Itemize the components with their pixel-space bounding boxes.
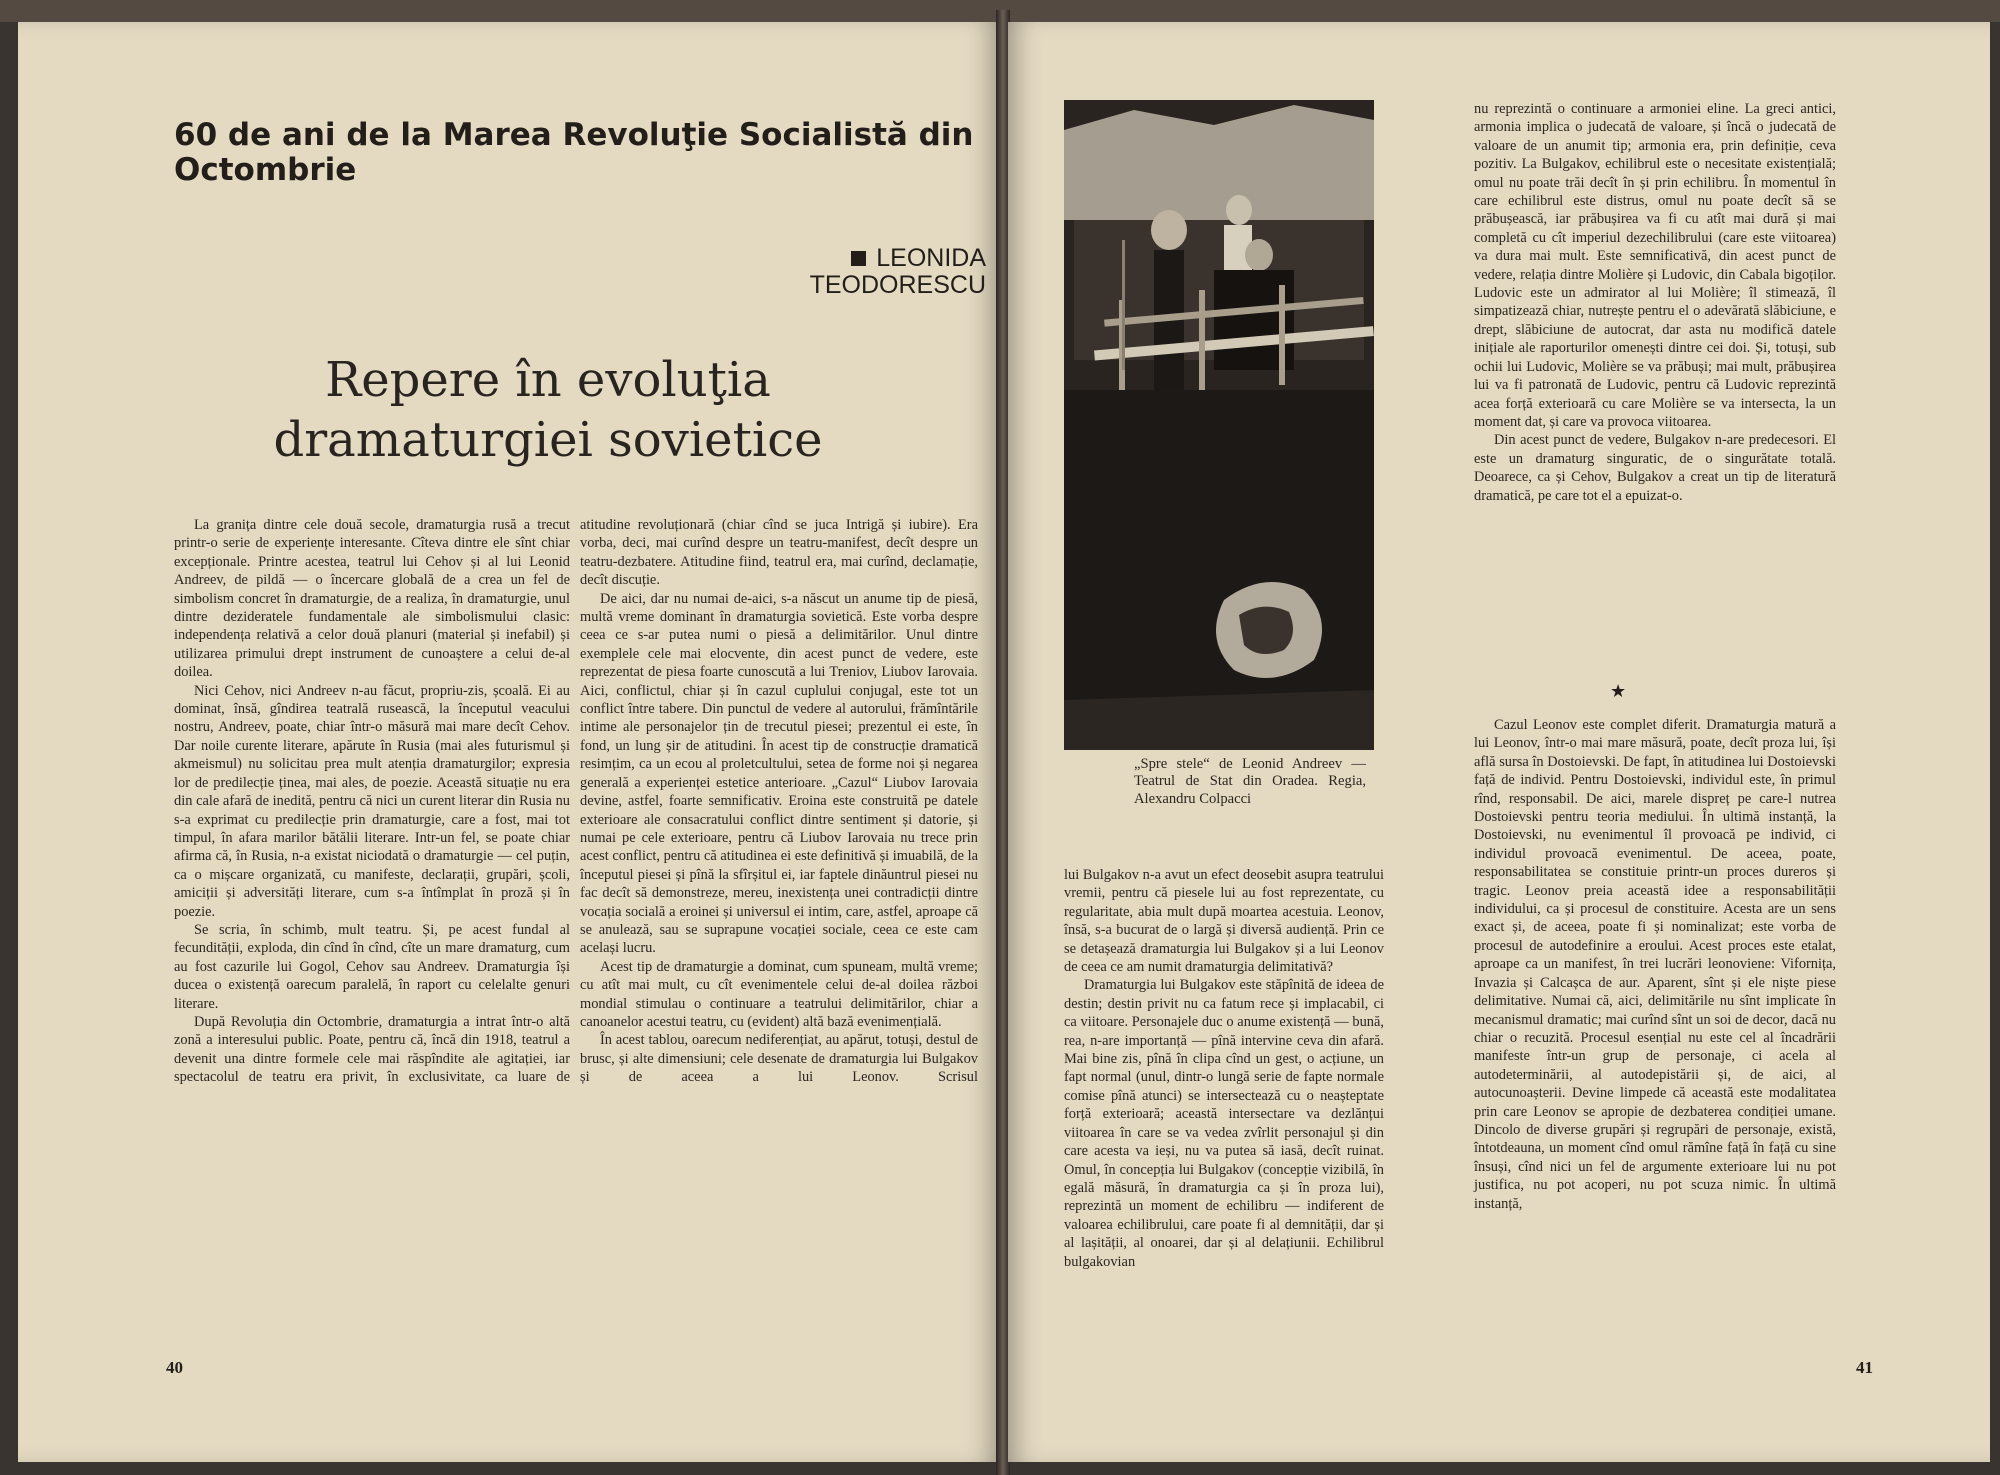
right-column-2-bottom (1474, 716, 1836, 1213)
paragraph: atitudine revoluționară (chiar cînd se juca Intrigă și iubire). Era vorba, deci, mai curînd despre un teatru-manifest, decît despre un teatru-dezbatere. Atitudine fiind, teatrul era, mai curînd, declamație, decît discuție. (580, 517, 978, 589)
paragraph: lui Bulgakov n-a avut un efect deosebit asupra teatrului vremii, pentru că piesele lui au fost reprezentate, cu regularitate, abia mult după moartea acestuia. Leonov, însă, s-a bucurat de o largă și diversă audiență. Prin ce se detașează dramaturgia lui Bulgakov și a lui Leonov de ceea ce am numit dramaturgia delimitativă? (1064, 867, 1384, 976)
theatre-photo (1064, 100, 1374, 750)
bullet-square-icon (851, 251, 866, 266)
paragraph: La granița dintre cele două secole, dramaturgia rusă a trecut printr-o serie de experiențe interesante. Cîteva dintre ele sînt chiar excepționale. Printre acestea, teatrul lui Cehov și al lui Leonid Andreev, de pildă — o încercare globală de a crea un fel de simbolism concret în dramaturgie, de a realiza, în dramaturgie, unul dintre dezideratele fundamentale ale simbolismului clasic: independența relativă a celor două planuri (material și inefabil) și utilizarea primului drept instrument de cunoaștere a celui de-al doilea. (174, 517, 570, 681)
section-separator-star-icon: ★ (1610, 681, 1627, 701)
headline-line-1: Repere în evoluţia (325, 352, 771, 408)
right-column-2-top (1474, 100, 1836, 505)
headline-line-2: dramaturgiei sovietice (273, 412, 823, 468)
paragraph: nu reprezintă o continuare a armoniei eline. La greci antici, armonia implica o judecată de valoare, și încă o judecată de valoare de un anumit tip; armonia era, prin definiție, ceva pozitiv. La Bulgakov, echilibrul este o necesitate existențială; omul nu poate trăi decît în și prin echilibru. În momentul în care echilibrul este distrus, omul nu poate decît să se prăbușească, iar prăbușirea va fi cu atît mai dură și mai completă cu cît imperiul dezechilibrului (care este viitoarea) va dura mai mult. Este semnificativă, din acest punct de vedere, relația dintre Molière și Ludovic, din Cabala bigoților. Ludovic este un admirator al lui Molière; îl stimează, îl simpatizează chiar, nutrește pentru el o adevărată slăbiciune, e drept, slăbiciune de autocrat, dar asta nu modifică datele inițiale ale raporturilor omenești dintre cei doi. Și, totuși, sub ochii lui Ludovic, Molière se va prăbuși; mai mult, prăbușirea lui va fi patronată de Ludovic, pentru că Ludovic reprezintă acea forță exterioară cu care Molière se va intersecta, la un moment dat, și care va provoca viitoarea. (1474, 101, 1836, 430)
paragraph: Cazul Leonov este complet diferit. Dramaturgia matură a lui Leonov, într-o mai mare măsură, poate, decît proza lui, își află sursa în Dostoievski. De fapt, în atitudinea lui Dostoievski față de individ. Pentru Dostoievski, individul este, în primul rînd, responsabil. De aici, marele dispreț pe care-l nutrea Dostoievski pentru teoria mediului. În ultimă instanță, la Dostoievski, nu evenimentul îl provoacă pe individ, ci individul provoacă evenimentul. De aceea, poate, responsabilitatea se constituie printr-un proces dureros și tragic. Leonov preia această idee a responsabilității individului, ca și procesul de constituire. Acesta are un sens exact și, de aceea, poate fi și nominalizat; este vorba de procesul de autodefinire a eroului. Acest proces este etalat, aproape ca un manifest, în trei lucrări leonoviene: Vifornița, Invazia și Calcașca de aur. Aparent, sînt și ele niște piese delimitative. Numai că, aici, delimitările nu sînt implicate în mecanismul dramatic; mai curînd sînt un soi de decor, dacă nu chiar o recuzită. Procesul esențial nu este cel al încadrării manifeste într-un grup de personaje, ci acela al autodeterminării, al autodepistării și, de aici, al autocunoașterii. Devine limpede că această este modalitatea prin care Leonov se apropie de dezbaterea condiției umane. Dincolo de diverse grupări și regrupări de personaje, există, întotdeauna, un moment cînd omul rămîne față în față cu sine însuși, cînd nici un fel de argumente exterioare lui nu pot justifica, nu pot acoperi, nu pot scuza nimic. În ultimă instanță, (1474, 717, 1836, 1212)
paragraph: În acest tablou, oarecum nediferențiat, au apărut, totuși, destul de brusc, și alte dimensiuni; cele desenate de dramaturgia lui Bulgakov și de aceea a lui Leonov. Scrisul (580, 1032, 978, 1086)
paragraph: Se scria, în schimb, mult teatru. Și, pe acest fundal al fecundității, exploda, din cînd în cînd, cîte un mare dramaturg, cum au fost cazurile lui Gogol, Cehov sau Andreev. Dramaturgia își ducea o existență oarecum paralelă, în raport cu celelalte genuri literare. (174, 921, 570, 1012)
left-column-2 (580, 516, 978, 1087)
right-page (1008, 22, 1990, 1462)
paragraph: Din acest punct de vedere, Bulgakov n-are predecesori. El este un dramaturg singuratic, de o singurătate totală. Deoarece, ca și Cehov, Bulgakov a creat un tip de literatură dramatică, pe care tot el a epuizat-o. (1474, 432, 1836, 504)
paragraph: Nici Cehov, nici Andreev n-au făcut, propriu-zis, școală. Ei au dominat, însă, gîndirea teatrală rusească, la începutul veacului nostru, Andreev, poate, chiar într-o măsură mai mare decît Cehov. Dar noile curente literare, apărute în Rusia (mai ales futurismul și akmeismul) nu solicitau prea mult atenția dramaturgilor; expresia lor de predilecție ținea, mai ales, de poezie. Această situație nu era din cale afară de inedită, pentru că nici un curent literar din Rusia nu s-a exprimat cu predilecție prin dramaturgie, care a fost, mai tot timpul, în afara marilor bătălii literare. Intr-un fel, se poate chiar afirma că, în Rusia, n-a existat niciodată o dramaturgie — cel puțin, ca o mișcare organizată, cu manifeste, declarații, grupări, școli, amiciții și adversități literare, cum s-a întîmplat în proză și în poezie. (174, 682, 570, 920)
author-first-name: LEONIDA (876, 244, 986, 272)
paragraph: Dramaturgia lui Bulgakov este stăpînită de ideea de destin; destin privit nu ca fatum rece și implacabil, ci ca viitoare. Personajele duc o anume existență — bună, rea, n-are importanță — pînă intervine ceva din afară. Mai bine zis, pînă în clipa cînd un gest, o acțiune, un fapt normal (unul, dintr-o lungă serie de fapte normale comise pînă atunci) se intersectează cu o neașteptate forță exterioară; această intersectare va dezlănțui viitoarea în care se va vedea zvîrlit personajul și din care acesta va ieși, nu va putea să iasă, decît ruinat. Omul, în concepția lui Bulgakov (concepție vizibilă, în egală măsură, în dramaturgia ca și în proza lui), reprezintă un moment de echilibru — indiferent de valoarea echilibrului, care poate fi al demnității, dar și al lașității, al onoarei, dar și al delațiunii. Echilibrul bulgakovian (1064, 977, 1384, 1270)
left-page (18, 22, 998, 1462)
paragraph: Acest tip de dramaturgie a dominat, cum spuneam, multă vreme; cu atît mai mult, cu cît evenimentele celui de-al doilea război mondial stimulau o continuare a teatrului delimitărilor, chiar a canoanelor acestui teatru, cu (evident) altă bază evenimențială. (580, 958, 978, 1030)
author-byline (686, 245, 986, 299)
left-column-1 (174, 516, 570, 1087)
photo-caption: „Spre stele“ de Leonid Andreev — Teatrul de Stat din Oradea. Regia, Alexandru Colpacci (1134, 756, 1366, 807)
right-column-1-bottom (1064, 866, 1384, 1271)
paragraph: După Revoluția din Octombrie, dramaturgia a intrat într-o altă zonă a interesului public. Poate, pentru că, încă din 1918, teatrul a devenit una dintre formele cele mai răspîndite ale agitației, iar spectacolul de teatru era privit, în exclusivitate, ca luare de (174, 1013, 570, 1086)
author-last-name: TEODORESCU (809, 271, 986, 299)
series-title: 60 de ani de la Marea Revoluţie Socialistă din Octombrie (174, 117, 974, 188)
paragraph: De aici, dar nu numai de-aici, s-a născut un anume tip de piesă, multă vreme dominant în dramaturgia sovietică. Este vorba despre ceea ce s-ar putea numi o piesă a delimitărilor. Unul dintre exemplele cele mai elocvente, din acest punct de vedere, este reprezentat de piesa foarte cunoscută a lui Treniov, Liubov Iarovaia. Aici, conflictul, chiar și în cazul cuplului conjugal, este tot un conflict între tabere. Din punctul de vedere al autorului, frămîntările intime ale personajelor țin de trecutul piesei; prezentul ei este, în fond, un lung șir de atitudini. În acest tip de construcție dramatică resimțim, ca un ecou al proletcultului, setea de forme noi și negarea generală a experienței estetice anterioare. „Cazul“ Liubov Iarovaia devine, astfel, foarte semnificativ. Eroina este construită pe datele exterioare ale consacratului conflict dintre sentiment și datorie, și numai pe cele exterioare, pentru că Liubov Iarovaia nu trece prin acest conflict, pentru că atitudinea ei este definitivă și imuabilă, de la începutul piesei și pînă la sfîrșitul ei, iar faptele dinăuntrul piesei nu fac decît să demonstreze, mereu, inexistența unei contradicții dintre vocația socială a eroinei și universul ei intim, care, astfel, aproape că se anulează, sau se suprapune vocației sociale, ceea ce este cam același lucru. (580, 590, 978, 957)
page-number-left: 40 (166, 1358, 183, 1377)
page-number-right: 41 (1856, 1358, 1873, 1377)
article-headline (198, 350, 898, 470)
